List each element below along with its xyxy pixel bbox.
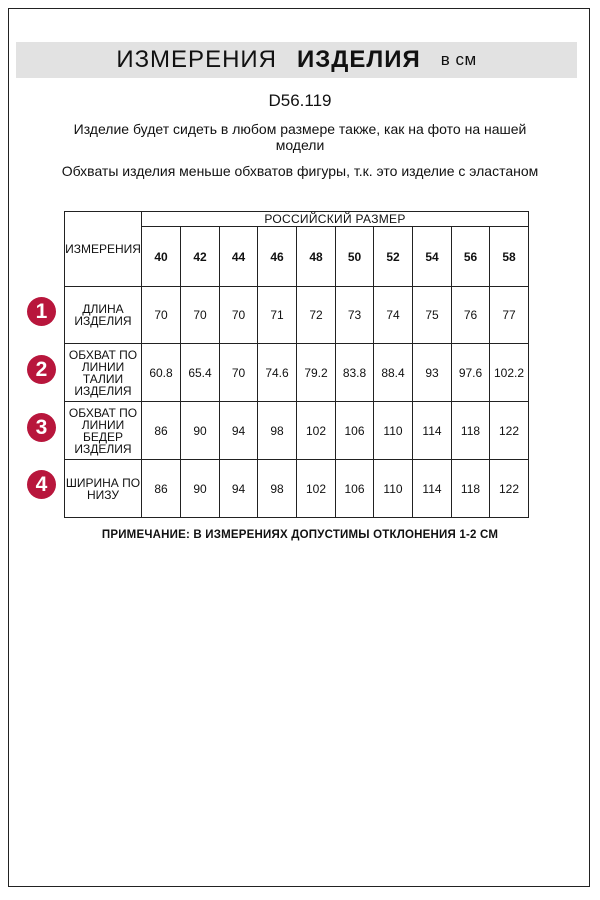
row-label-length: ДЛИНА ИЗДЕЛИЯ [65,287,142,344]
tolerance-footnote: ПРИМЕЧАНИЕ: В ИЗМЕРЕНИЯХ ДОПУСТИМЫ ОТКЛОНЕНИЯ 1-2 СМ [101,529,499,541]
value-cell: 71 [258,287,297,344]
value-cell: 106 [336,460,374,518]
value-cell: 93 [413,344,452,402]
title-unit: в см [440,50,477,69]
fit-note: Изделие будет сидеть в любом размере также, как на фото на нашей модели [73,121,527,153]
value-cell: 94 [220,402,258,460]
value-cell: 110 [374,402,413,460]
value-cell: 98 [258,460,297,518]
table-row [65,460,529,518]
value-cell: 76 [452,287,490,344]
value-cell: 74.6 [258,344,297,402]
russian-size-label: РОССИЙСКИЙ РАЗМЕР [142,212,529,227]
value-cell: 90 [181,460,220,518]
value-cell: 75 [413,287,452,344]
value-cell: 70 [220,287,258,344]
value-cell: 73 [336,287,374,344]
marker-2: 2 [27,355,56,384]
value-cell: 65.4 [181,344,220,402]
value-cell: 70 [142,287,181,344]
product-code: D56.119 [268,91,332,110]
value-cell: 122 [490,460,529,518]
value-cell: 70 [220,344,258,402]
value-cell: 106 [336,402,374,460]
value-cell: 122 [490,402,529,460]
table-row [65,287,529,344]
value-cell: 102 [297,460,336,518]
value-cell: 74 [374,287,413,344]
row-label-hips: ОБХВАТ ПО ЛИНИИ БЕДЕР ИЗДЕЛИЯ [65,402,142,460]
size-cell: 52 [374,227,413,287]
size-cell: 42 [181,227,220,287]
marker-3: 3 [27,413,56,442]
value-cell: 114 [413,402,452,460]
title-product: ИЗДЕЛИЯ [297,46,421,73]
value-cell: 94 [220,460,258,518]
value-cell: 86 [142,402,181,460]
value-cell: 88.4 [374,344,413,402]
size-cell: 50 [336,227,374,287]
row-label-waist: ОБХВАТ ПО ЛИНИИ ТАЛИИ ИЗДЕЛИЯ [65,344,142,402]
corner-label: ИЗМЕРЕНИЯ [65,212,142,287]
value-cell: 118 [452,460,490,518]
value-cell: 114 [413,460,452,518]
size-cell: 58 [490,227,529,287]
value-cell: 77 [490,287,529,344]
value-cell: 72 [297,287,336,344]
title-measurements: ИЗМЕРЕНИЯ [116,46,277,73]
value-cell: 102.2 [490,344,529,402]
value-cell: 70 [181,287,220,344]
value-cell: 98 [258,402,297,460]
row-label-hem-width: ШИРИНА ПО НИЗУ [65,460,142,518]
value-cell: 90 [181,402,220,460]
marker-4: 4 [27,470,56,499]
value-cell: 60.8 [142,344,181,402]
value-cell: 110 [374,460,413,518]
marker-1: 1 [27,297,56,326]
value-cell: 83.8 [336,344,374,402]
elastane-note: Обхваты изделия меньше обхватов фигуры, т.к. это изделие с эластаном [61,163,539,179]
size-cell: 40 [142,227,181,287]
size-cell: 54 [413,227,452,287]
size-cell: 48 [297,227,336,287]
size-cell: 46 [258,227,297,287]
size-cell: 56 [452,227,490,287]
table-row [65,344,529,402]
value-cell: 86 [142,460,181,518]
value-cell: 118 [452,402,490,460]
value-cell: 97.6 [452,344,490,402]
size-chart-table [64,211,529,518]
value-cell: 79.2 [297,344,336,402]
title-banner [16,42,577,78]
table-row [65,402,529,460]
value-cell: 102 [297,402,336,460]
size-cell: 44 [220,227,258,287]
